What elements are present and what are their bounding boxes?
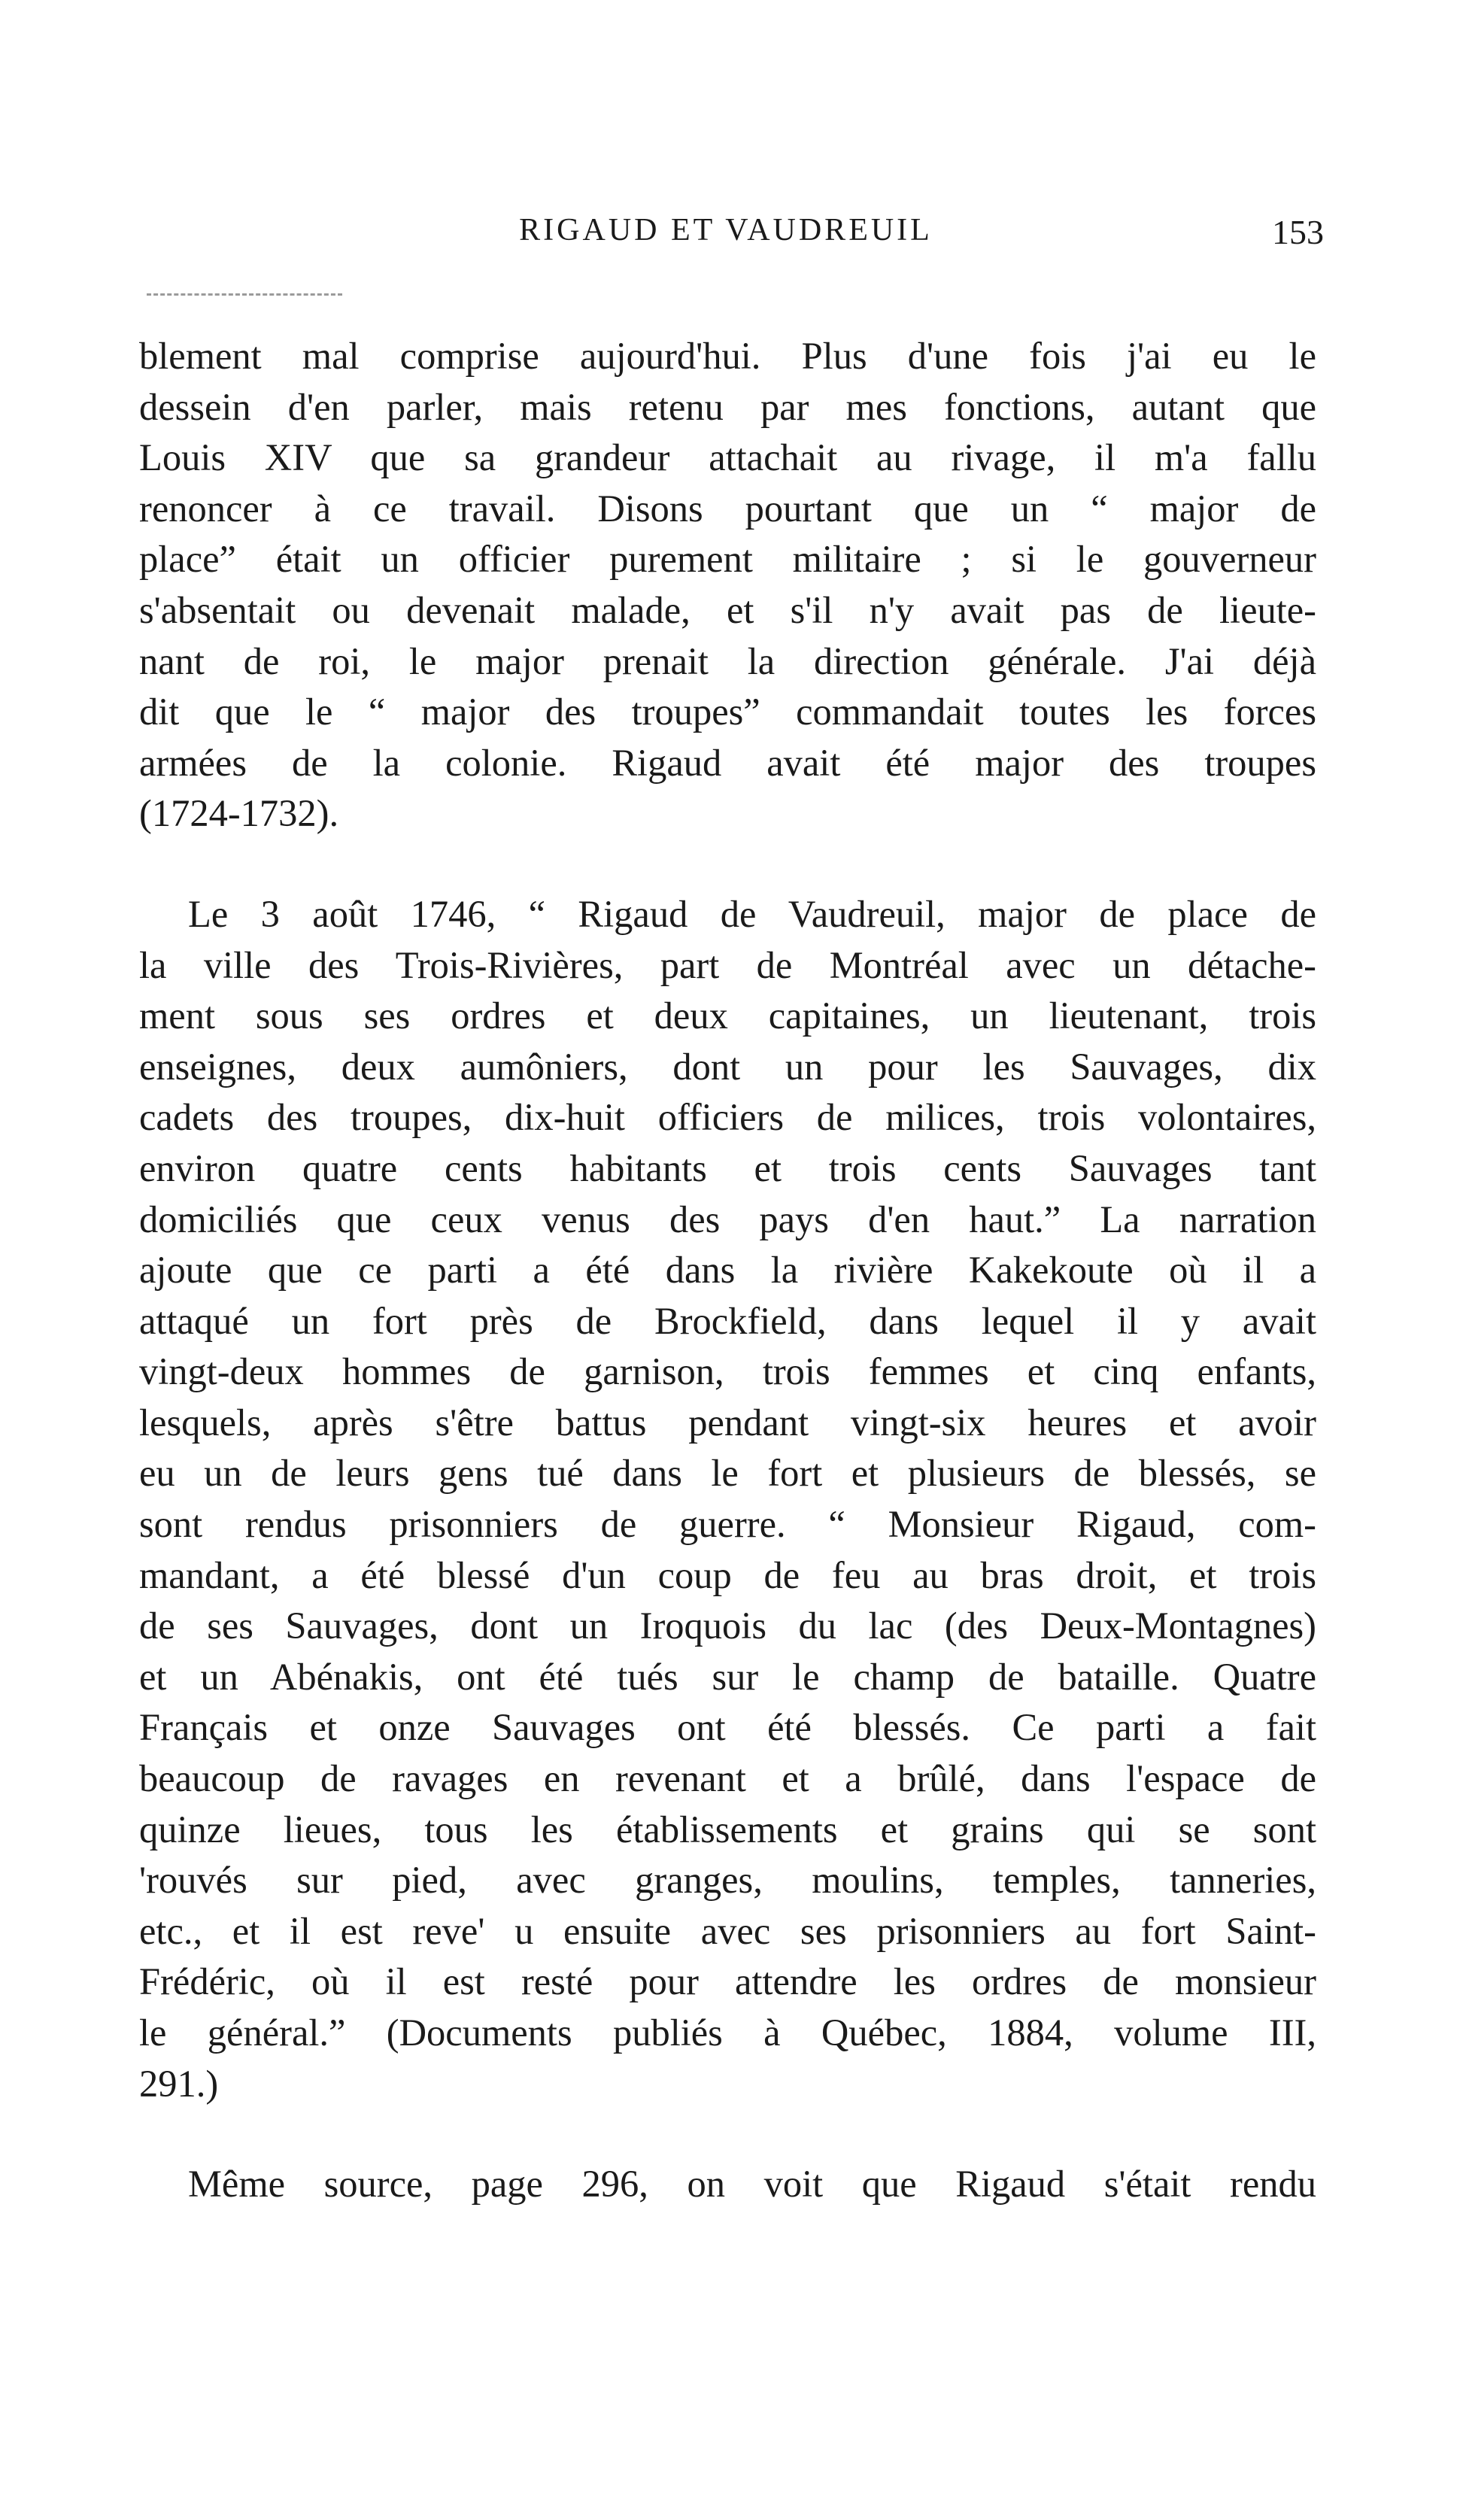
text-line: Le 3 août 1746, “ Rigaud de Vaudreuil, major de place de [188, 892, 1316, 935]
text-line: renoncer à ce travail. Disons pourtant que un “ major de [139, 487, 1316, 530]
text-line: vingt-deux hommes de garnison, trois femmes et cinq enfants, [139, 1350, 1316, 1393]
text-line: cadets des troupes, dix-huit officiers de milices, trois volontaires, [139, 1096, 1316, 1139]
text-line: etc., et il est reve' u ensuite avec ses prisonniers au fort Saint- [139, 1909, 1316, 1952]
text-line: quinze lieues, tous les établissements et grains qui se sont [139, 1808, 1316, 1851]
text-line: Même source, page 296, on voit que Rigaud s'était rendu [188, 2163, 1316, 2206]
text-line: nant de roi, le major prenait la direction générale. J'ai déjà [139, 639, 1316, 682]
text-line: Louis XIV que sa grandeur attachait au rivage, il m'a fallu [139, 436, 1316, 479]
text-line: Frédéric, où il est resté pour attendre les ordres de monsieur [139, 1960, 1316, 2003]
paragraph-2 [139, 889, 1316, 2109]
text-line: Français et onze Sauvages ont été blessés. Ce parti a fait [139, 1706, 1316, 1749]
text-line: 291.) [139, 2062, 219, 2105]
text-line: ajoute que ce parti a été dans la rivière Kakekoute où il a [139, 1249, 1316, 1292]
text-line: s'absentait ou devenait malade, et s'il n'y avait pas de lieute- [139, 588, 1316, 631]
text-line: de ses Sauvages, dont un Iroquois du lac (des Deux-Montagnes) [139, 1605, 1316, 1647]
text-line: sont rendus prisonniers de guerre. “ Monsieur Rigaud, com- [139, 1503, 1316, 1546]
text-line: environ quatre cents habitants et trois cents Sauvages tant [139, 1146, 1316, 1189]
text-line: armées de la colonie. Rigaud avait été major des troupes [139, 741, 1316, 784]
text-line: (1724-1732). [139, 792, 339, 835]
page-number: 153 [1272, 213, 1324, 251]
paragraph-3 [139, 2159, 1316, 2210]
text-line: mandant, a été blessé d'un coup de feu au bras droit, et trois [139, 1553, 1316, 1596]
text-line: dessein d'en parler, mais retenu par mes fonctions, autant que [139, 385, 1316, 428]
text-line: domiciliés que ceux venus des pays d'en haut.” La narration [139, 1198, 1316, 1240]
text-line: blement mal comprise aujourd'hui. Plus d'une fois j'ai eu le [139, 335, 1316, 377]
body-text [139, 331, 1316, 2210]
text-line: attaqué un fort près de Brockfield, dans lequel il y avait [139, 1299, 1316, 1342]
text-line: eu un de leurs gens tué dans le fort et plusieurs de blessés, se [139, 1452, 1316, 1495]
header-divider [147, 293, 342, 296]
text-line: la ville des Trois-Rivières, part de Montréal avec un détache- [139, 943, 1316, 986]
text-line: beaucoup de ravages en revenant et a brûlé, dans l'espace de [139, 1757, 1316, 1800]
text-line: 'rouvés sur pied, avec granges, moulins, temples, tanneries, [139, 1859, 1316, 1902]
text-line: dit que le “ major des troupes” commandait toutes les forces [139, 691, 1316, 733]
paragraph-1 [139, 331, 1316, 839]
text-line: enseignes, deux aumôniers, dont un pour les Sauvages, dix [139, 1045, 1316, 1088]
text-line: et un Abénakis, ont été tués sur le champ de bataille. Quatre [139, 1655, 1316, 1698]
text-line: place” était un officier purement militaire ; si le gouverneur [139, 538, 1316, 581]
text-line: ment sous ses ordres et deux capitaines, un lieutenant, trois [139, 994, 1316, 1037]
text-line: lesquels, après s'être battus pendant vingt-six heures et avoir [139, 1401, 1316, 1444]
page-header [128, 212, 1324, 257]
text-line: le général.” (Documents publiés à Québec, 1884, volume III, [139, 2011, 1316, 2054]
running-head: RIGAUD ET VAUDREUIL [519, 213, 933, 247]
